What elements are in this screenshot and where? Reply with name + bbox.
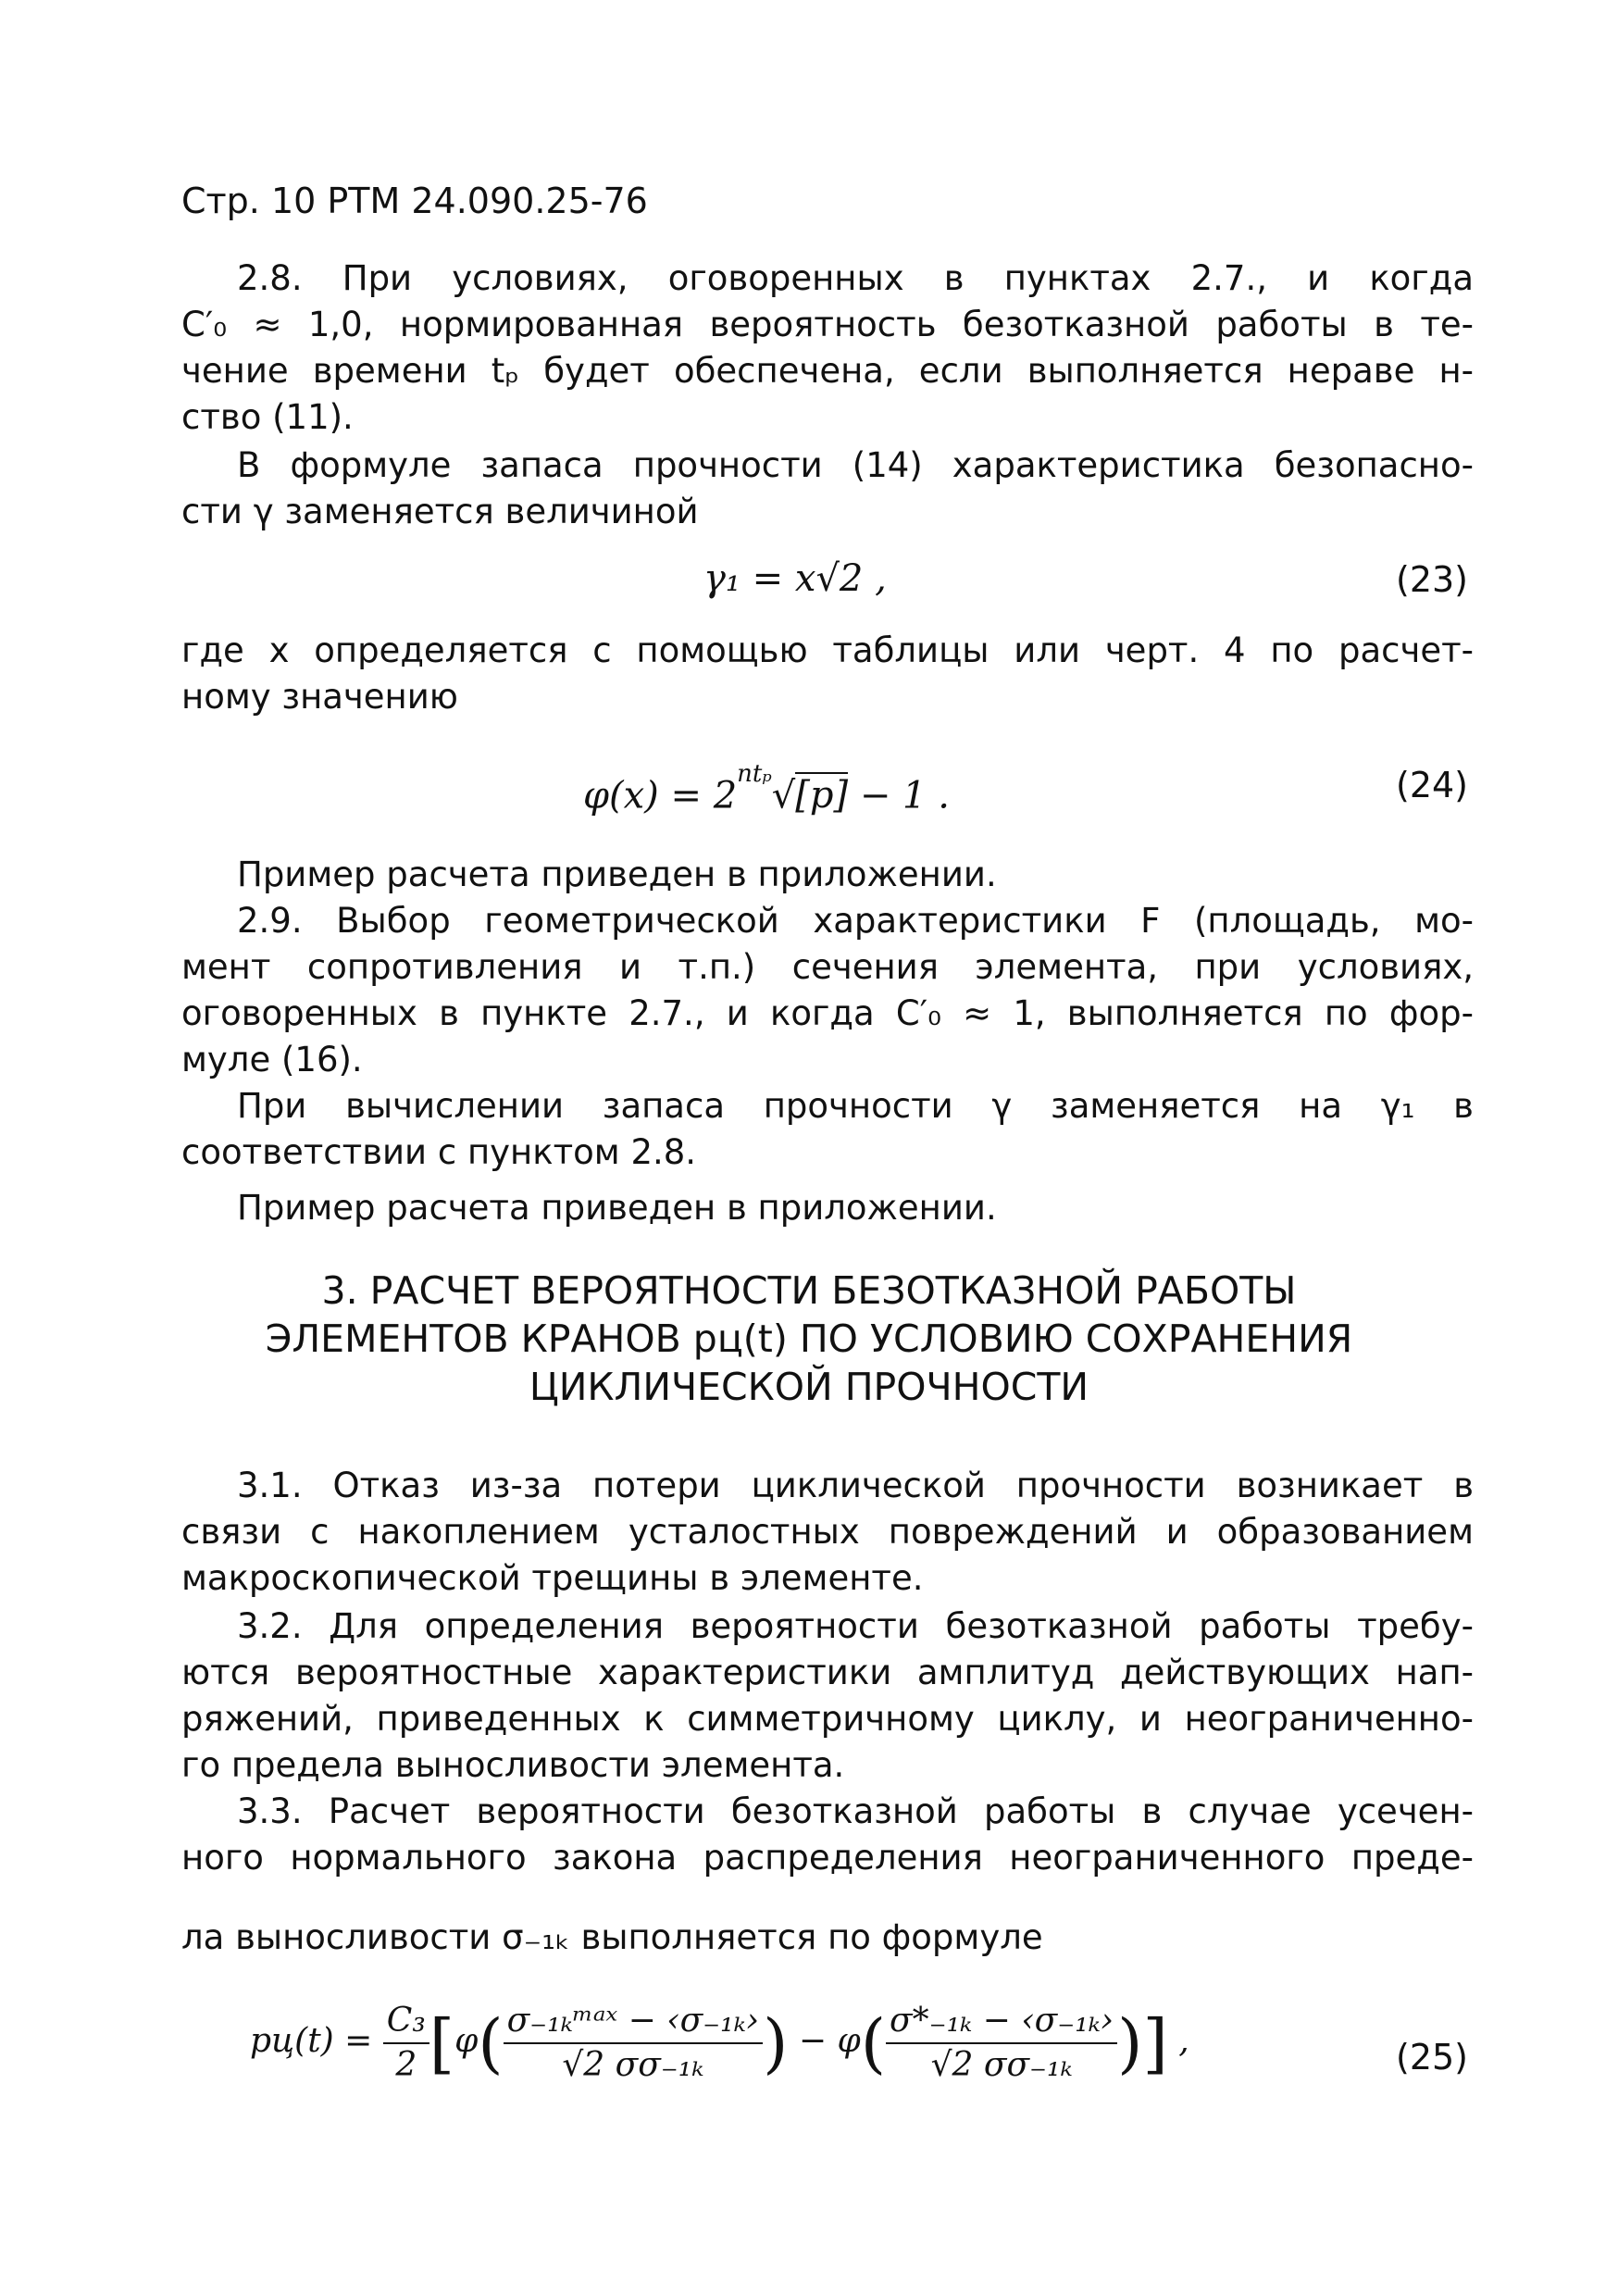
equation-25-tail: , (1178, 2022, 1189, 2060)
after-23-line-2: ному значению (181, 677, 458, 717)
after-23-line-1: где x определяется с помощью таблицы или черт. 4 по расчет- (181, 630, 1474, 670)
paragraph-2-8-line-5: В формуле запаса прочности (14) характеристика безопасно- (237, 445, 1474, 485)
equation-24 (583, 759, 950, 823)
paragraph-3-1-line-3: макроскопической трещины в элементе. (181, 1558, 924, 1598)
paragraph-3-2-line-1: 3.2. Для определения вероятности безотказной работы требу- (237, 1606, 1474, 1646)
equation-23-number: (23) (1396, 559, 1469, 600)
paragraph-2-8-line-1: 2.8. При условиях, оговоренных в пунктах 2.7., и когда (237, 258, 1474, 298)
paragraph-3-2-line-3: ряжений, приведенных к симметричному циклу, и неограниченно- (181, 1699, 1474, 1739)
equation-25-coefficient (383, 2000, 429, 2087)
equation-25-fraction-1 (504, 2000, 764, 2087)
equation-25-fraction-2 (886, 2000, 1117, 2087)
close-paren-1: ) (763, 2005, 789, 2081)
paragraph-3-2-line-2: ются вероятностные характеристики амплитуд действующих нап- (181, 1653, 1474, 1692)
fraction-1-denominator: √2 σσ₋₁ₖ (562, 2046, 704, 2084)
coefficient-denominator: 2 (395, 2046, 417, 2084)
equation-24-radicand: [p] (795, 774, 849, 817)
paragraph-3-1-line-2: связи с накоплением усталостных повреждений и образованием (181, 1512, 1474, 1552)
equation-25-minus: − (798, 2022, 828, 2060)
equation-24-lhs: φ(x) = 2 (583, 774, 738, 817)
section-3-heading-line-2: ЭЛЕМЕНТОВ КРАНОВ pц(t) ПО УСЛОВИЮ СОХРАНЕНИЯ (265, 1316, 1353, 1361)
paragraph-2-8-line-2: C′₀ ≈ 1,0, нормированная вероятность безотказной работы в те- (181, 305, 1474, 344)
phi-symbol-2: φ (837, 2022, 861, 2060)
example-note-1: Пример расчета приведен в приложении. (237, 855, 997, 894)
paragraph-2-9-line-2: мент сопротивления и т.п.) сечения элемента, при условиях, (181, 947, 1474, 987)
open-paren-1: ( (478, 2005, 504, 2081)
paragraph-2-8-line-3: чение времени tₚ будет обеспечена, если выполняется нераве н- (181, 351, 1474, 391)
paragraph-2-9-line-4: муле (16). (181, 1040, 363, 1079)
paragraph-2-9-line-5: При вычислении запаса прочности γ заменяется на γ₁ в (237, 1086, 1474, 1126)
paragraph-3-1-line-1: 3.1. Отказ из-за потери циклической прочности возникает в (237, 1466, 1474, 1505)
equation-25-lhs: pц(t) = (250, 2022, 373, 2060)
example-note-2: Пример расчета приведен в приложении. (237, 1188, 997, 1228)
equation-25 (250, 2000, 1189, 2087)
paragraph-3-2-line-4: го предела выносливости элемента. (181, 1745, 845, 1785)
radical-sign-icon: √ (771, 774, 796, 817)
close-bracket: ] (1142, 2005, 1168, 2081)
equation-23: γ₁ = x√2 , (703, 557, 887, 600)
equation-25-number: (25) (1396, 2037, 1469, 2078)
close-paren-2: ) (1117, 2005, 1143, 2081)
paragraph-3-3-line-3: ла выносливости σ₋₁ₖ выполняется по формуле (181, 1917, 1043, 1957)
page-header: Стр. 10 РТМ 24.090.25-76 (181, 181, 648, 221)
paragraph-3-3-line-1: 3.3. Расчет вероятности безотказной работы в случае усечен- (237, 1791, 1474, 1831)
section-3-heading-line-3: ЦИКЛИЧЕСКОЙ ПРОЧНОСТИ (529, 1365, 1089, 1409)
paragraph-2-9-line-1: 2.9. Выбор геометрической характеристики F (площадь, мо- (237, 901, 1474, 941)
paragraph-2-9-line-6: соответствии с пунктом 2.8. (181, 1132, 697, 1172)
paragraph-2-8-line-4: ство (11). (181, 397, 354, 437)
fraction-2-numerator: σ*₋₁ₖ − ‹σ₋₁ₖ› (886, 2000, 1117, 2044)
fraction-1-numerator: σ₋₁ₖᵐᵃˣ − ‹σ₋₁ₖ› (504, 2000, 764, 2044)
equation-24-tail: − 1 . (859, 774, 950, 817)
coefficient-numerator: C₃ (383, 2000, 429, 2044)
open-bracket: [ (429, 2005, 455, 2081)
paragraph-3-3-line-2: ного нормального закона распределения неограниченного преде- (181, 1838, 1474, 1878)
section-3-heading-line-1: 3. РАСЧЕТ ВЕРОЯТНОСТИ БЕЗОТКАЗНОЙ РАБОТЫ (321, 1268, 1297, 1313)
equation-24-number: (24) (1396, 765, 1469, 805)
phi-symbol-1: φ (454, 2022, 479, 2060)
equation-24-root-index: ntₚ (737, 760, 772, 788)
paragraph-2-9-line-3: оговоренных в пункте 2.7., и когда C′₀ ≈ 1, выполняется по фор- (181, 993, 1474, 1033)
open-paren-2: ( (860, 2005, 887, 2081)
fraction-2-denominator: √2 σσ₋₁ₖ (930, 2046, 1073, 2084)
paragraph-2-8-line-6: сти γ заменяется величиной (181, 492, 699, 531)
